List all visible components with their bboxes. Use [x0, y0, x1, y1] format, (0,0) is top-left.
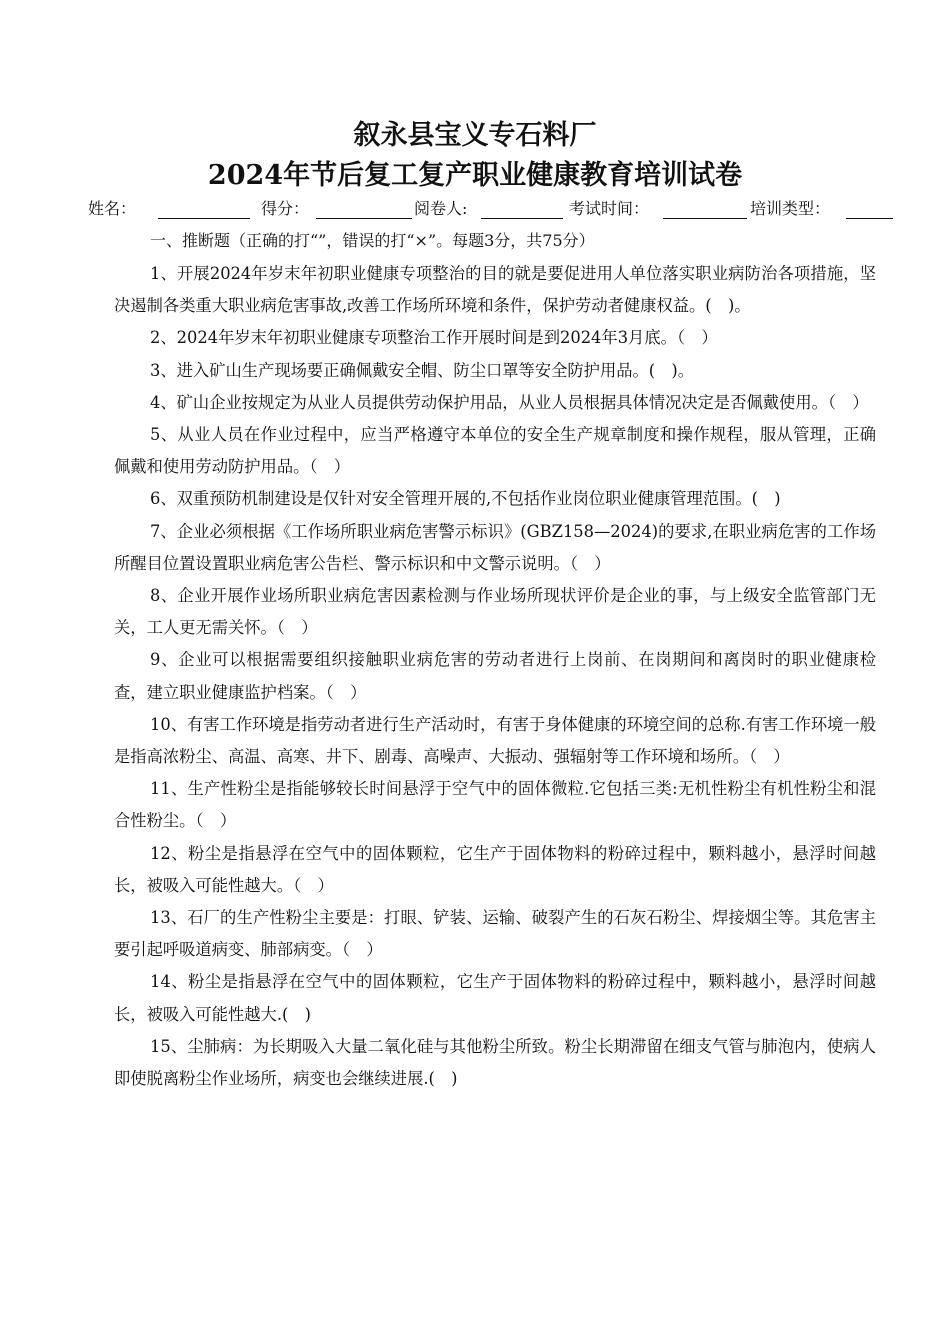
- question-item: 3、进入矿山生产现场要正确佩戴安全帽、防尘口罩等安全防护用品。( )。: [150, 360, 695, 380]
- question-item: 11、生产性粉尘是指能够较长时间悬浮于空气中的固体微粒.它包括三类:无机性粉尘有机性粉尘和混合性粉尘。（ ）: [114, 779, 876, 831]
- document-title-line1: 叙永县宝义专石料厂: [353, 120, 597, 151]
- question-list: [114, 258, 876, 1095]
- question-item: 5、从业人员在作业过程中，应当严格遵守本单位的安全生产规章制度和操作规程，服从管理，正确佩戴和使用劳动防护用品。（ ）: [114, 425, 876, 477]
- training-type-label: 培训类型：: [750, 199, 831, 218]
- question-item: 1、开展2024年岁末年初职业健康专项整治的目的就是要促进用人单位落实职业病防治各项措施，坚决遏制各类重大职业病危害事故,改善工作场所环境和条件，保护劳动者健康权益。( )。: [114, 264, 876, 316]
- question-item: 14、粉尘是指悬浮在空气中的固体颗粒，它生产于固体物料的粉碎过程中，颗料越小，悬浮时间越长，被吸入可能性越大.( ): [114, 972, 876, 1024]
- question-item: 8、企业开展作业场所职业病危害因素检测与作业场所现状评价是企业的事，与上级安全监管部门无关，工人更无需关怀。（ ）: [114, 586, 876, 638]
- training-type-blank: [846, 198, 893, 225]
- name-blank: [158, 198, 250, 225]
- section-heading: 一、推断题（正确的打“”，错误的打“×”。每题3分，共75分）: [150, 231, 595, 250]
- question-item: 12、粉尘是指悬浮在空气中的固体颗粒，它生产于固体物料的粉碎过程中，颗料越小，悬浮时间越长，被吸入可能性越大。（ ）: [114, 843, 876, 895]
- question-item: 2、2024年岁末年初职业健康专项整治工作开展时间是到2024年3月底。（ ）: [150, 328, 718, 348]
- exam-info-row: [88, 198, 898, 222]
- question-item: 10、有害工作环境是指劳动者进行生产活动时，有害于身体健康的环境空间的总称.有害工作环境一般是指高浓粉尘、高温、高寒、井下、剧毒、高噪声、大振动、强辐射等工作环境和场所。（ ）: [114, 714, 876, 767]
- question-item: 6、双重预防机制建设是仅针对安全管理开展的,不包括作业岗位职业健康管理范围。( ): [150, 489, 781, 509]
- exam-time-blank: [663, 198, 747, 225]
- question-item: 13、石厂的生产性粉尘主要是：打眼、铲装、运输、破裂产生的石灰石粉尘、焊接烟尘等。其危害主要引起呼吸道病变、肺部病变。（ ）: [114, 908, 876, 960]
- document-title-line2: 2024年节后复工复产职业健康教育培训试卷: [207, 160, 743, 191]
- reviewer-blank: [481, 198, 563, 225]
- exam-time-label: 考试时间：: [569, 199, 650, 218]
- score-blank: [316, 198, 412, 225]
- question-item: 15、尘肺病：为长期吸入大量二氧化硅与其他粉尘所致。粉尘长期滞留在细支气管与肺泡内，使病人即使脱离粉尘作业场所，病变也会继续进展.( ): [114, 1036, 876, 1089]
- reviewer-label: 阅卷人:: [414, 199, 468, 218]
- question-item: 7、企业必须根据《工作场所职业病危害警示标识》(GBZ158—2024)的要求,在职业病危害的工作场所醒目位置设置职业病危害公告栏、警示标识和中文警示说明。（ ）: [114, 521, 876, 573]
- question-item: 4、矿山企业按规定为从业人员提供劳动保护用品，从业人员根据具体情况决定是否佩戴使用。（ ）: [150, 392, 869, 412]
- question-item: 9、企业可以根据需要组织接触职业病危害的劳动者进行上岗前、在岗期间和离岗时的职业健康检查，建立职业健康监护档案。（ ）: [114, 650, 876, 702]
- score-label: 得分：: [261, 199, 310, 218]
- name-label: 姓名：: [88, 199, 137, 218]
